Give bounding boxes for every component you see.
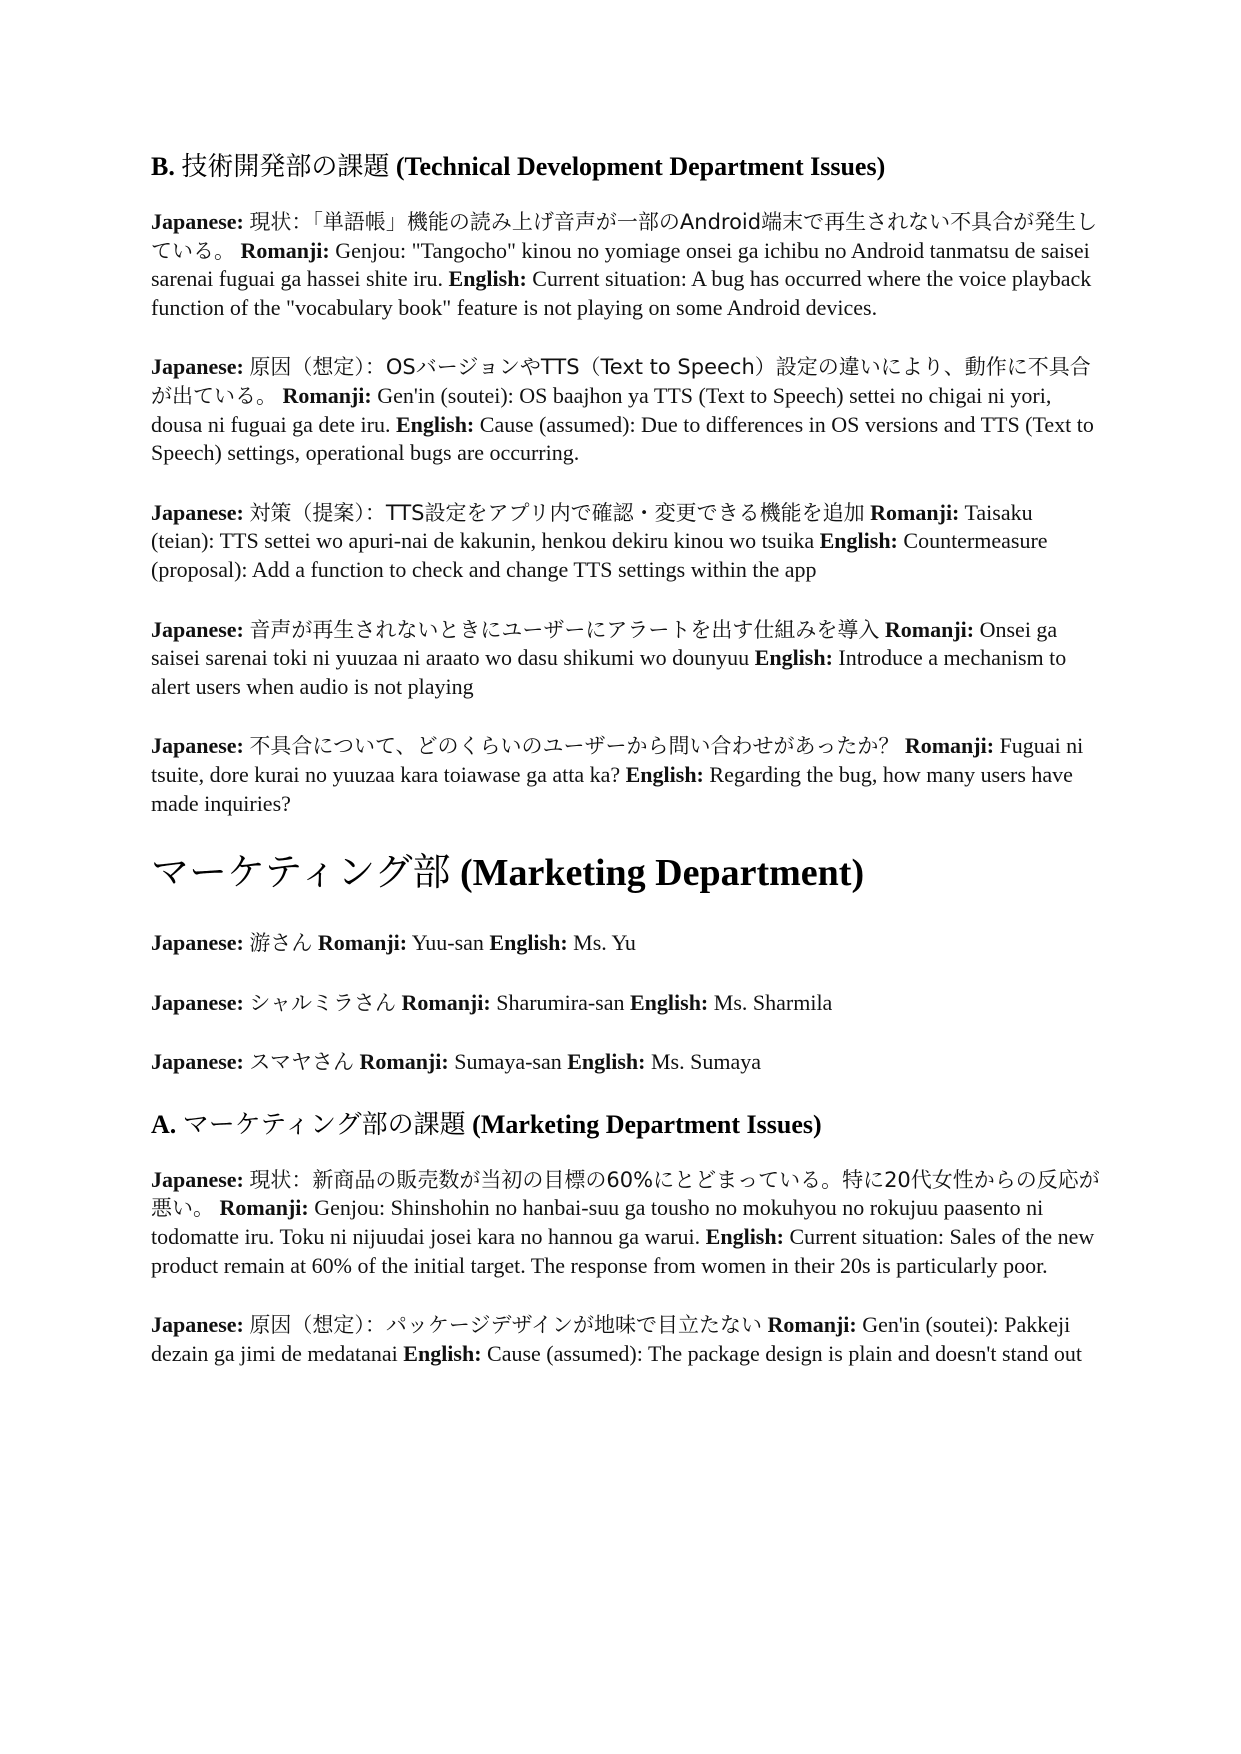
english-label: English: <box>396 411 475 437</box>
romanji-text: Yuu-san <box>411 930 484 956</box>
romanji-text: Gen'in (soutei): OS baajhon ya TTS (Text to Speech) settei no chigai ni yori, dousa ni fuguai ga dete iru. <box>151 382 1052 437</box>
romanji-label: Romanji: <box>317 930 408 956</box>
english-label: English: <box>705 1224 784 1250</box>
japanese-label: Japanese: <box>151 930 244 956</box>
english-text: Current situation: A bug has occurred where the voice playback function of the "vocabulary book" feature is not playing on some Android devices. <box>151 266 1092 320</box>
romanji-label: Romanji: <box>904 733 995 759</box>
japanese-label: Japanese: <box>151 989 244 1015</box>
romanji-label: Romanji: <box>870 499 960 525</box>
japanese-label: Japanese: <box>151 1049 244 1075</box>
heading-japanese: 技術開発部の課題 <box>181 152 390 181</box>
heading-prefix: A. <box>151 1109 177 1139</box>
japanese-label: Japanese: <box>151 1312 244 1338</box>
romanji-label: Romanji: <box>240 237 330 263</box>
english-label: English: <box>567 1049 646 1075</box>
japanese-text: 原因（想定）：OSバージョンやTTS（Text to Speech）設定の違いにより、動作に不具合が出ている。 <box>151 355 1091 408</box>
trilingual-entry <box>151 499 1101 585</box>
romanji-text: Gen'in (soutei): Pakkeji dezain ga jimi de medatanai <box>151 1312 1071 1366</box>
heading-prefix: B. <box>151 152 175 181</box>
romanji-label: Romanji: <box>401 989 491 1015</box>
japanese-label: Japanese: <box>151 354 244 380</box>
title-japanese: マーケティング部 <box>151 852 451 895</box>
romanji-label: Romanji: <box>282 382 372 408</box>
title-english: (Marketing Department) <box>459 852 865 895</box>
english-text: Ms. Yu <box>573 930 636 956</box>
japanese-text: シャルミラさん <box>249 990 396 1015</box>
section-heading-marketing-issues <box>151 1108 1101 1142</box>
romanji-label: Romanji: <box>359 1049 449 1075</box>
romanji-text: Sharumira-san <box>496 989 625 1015</box>
section-heading-tech-issues <box>151 150 1101 184</box>
english-text: Introduce a mechanism to alert users when audio is not playing <box>151 645 1067 699</box>
japanese-label: Japanese: <box>151 499 244 525</box>
english-label: English: <box>403 1340 482 1366</box>
romanji-text: Genjou: Shinshohin no hanbai-suu ga tousho no mokuhyou no rokujuu paasento ni todomatte iru. Toku ni nijuudai josei kara no hannou ga warui. <box>151 1195 1044 1250</box>
document-page <box>151 150 1101 1399</box>
marketing-members-list <box>151 929 1101 1077</box>
heading-english: (Marketing Department Issues) <box>472 1109 822 1139</box>
japanese-label: Japanese: <box>151 209 244 234</box>
romanji-text: Sumaya-san <box>454 1049 562 1075</box>
trilingual-entry <box>151 1311 1101 1368</box>
marketing-issues-list <box>151 1166 1101 1369</box>
romanji-text: Genjou: "Tangocho" kinou no yomiage onsei ga ichibu no Android tanmatsu de saisei sarenai fuguai ga hassei shite iru. <box>151 237 1090 292</box>
japanese-text: 音声が再生されないときにユーザーにアラートを出す仕組みを導入 <box>249 617 880 642</box>
trilingual-entry <box>151 1048 1101 1077</box>
japanese-label: Japanese: <box>151 733 244 759</box>
english-text: Ms. Sharmila <box>713 989 833 1015</box>
english-label: English: <box>625 761 704 787</box>
english-text: Regarding the bug, how many users have made inquiries? <box>151 761 1073 816</box>
english-text: Cause (assumed): Due to differences in OS versions and TTS (Text to Speech) settings, operational bugs are occurring. <box>151 411 1094 466</box>
english-label: English: <box>819 528 898 554</box>
japanese-label: Japanese: <box>151 1166 244 1192</box>
trilingual-entry <box>151 616 1101 702</box>
japanese-text: 現状：新商品の販売数が当初の目標の60%にとどまっている。特に20代女性からの反応が悪い。 <box>151 1167 1100 1221</box>
romanji-text: Taisaku (teian): TTS settei wo apuri-nai de kakunin, henkou dekiru kinou wo tsuika <box>151 499 1033 554</box>
japanese-text: 原因（想定）：パッケージデザインが地味で目立たない <box>249 1313 762 1338</box>
trilingual-entry <box>151 208 1101 322</box>
romanji-text: Fuguai ni tsuite, dore kurai no yuuzaa kara toiawase ga atta ka? <box>151 733 1084 787</box>
english-label: English: <box>448 266 527 292</box>
japanese-text: 対策（提案）：TTS設定をアプリ内で確認・変更できる機能を追加 <box>249 500 865 525</box>
english-text: Ms. Sumaya <box>651 1049 761 1075</box>
japanese-text: 游さん <box>249 931 313 956</box>
romanji-label: Romanji: <box>884 616 975 642</box>
romanji-text: Onsei ga saisei sarenai toki ni yuuzaa ni araato wo dasu shikumi wo dounyuu <box>151 616 1058 671</box>
heading-english: (Technical Development Department Issues) <box>395 152 886 181</box>
japanese-text: 現状：「単語帳」機能の読み上げ音声が一部のAndroid端末で再生されない不具合が発生している。 <box>151 210 1098 263</box>
japanese-text: 不具合について、どのくらいのユーザーから問い合わせがあったか？ <box>249 734 900 759</box>
trilingual-entry <box>151 732 1101 818</box>
japanese-label: Japanese: <box>151 616 244 642</box>
english-label: English: <box>630 989 709 1015</box>
english-text: Current situation: Sales of the new product remain at 60% of the initial target. The response from women in their 20s is particularly poor. <box>151 1224 1095 1278</box>
trilingual-entry <box>151 989 1101 1018</box>
trilingual-entry <box>151 929 1101 958</box>
marketing-department-title <box>151 849 1101 897</box>
english-text: Cause (assumed): The package design is plain and doesn't stand out <box>487 1340 1083 1366</box>
english-label: English: <box>489 930 568 956</box>
romanji-label: Romanji: <box>219 1195 309 1221</box>
romanji-label: Romanji: <box>767 1312 857 1338</box>
trilingual-entry <box>151 1166 1101 1280</box>
trilingual-entry <box>151 353 1101 467</box>
tech-issues-list <box>151 208 1101 818</box>
japanese-text: スマヤさん <box>249 1050 354 1075</box>
heading-japanese: マーケティング部の課題 <box>182 1109 466 1139</box>
english-label: English: <box>754 645 833 671</box>
english-text: Countermeasure (proposal): Add a function to check and change TTS settings within the app <box>151 528 1048 582</box>
